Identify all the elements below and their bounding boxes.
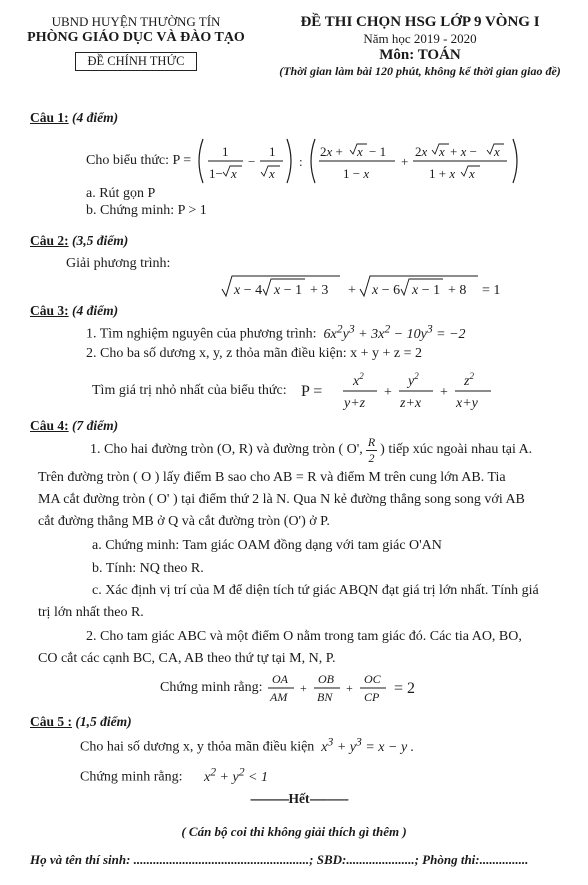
q3-expression-p [301, 367, 501, 415]
svg-text:1: 1 [269, 144, 276, 159]
q4-line-1: 1. Cho hai đường tròn (O, R) và đường tròn ( O', $\frac{R}{2}$ ) tiếp xúc ngoài nhau tại A. [90, 434, 533, 465]
svg-text:y+z: y+z [343, 396, 365, 411]
svg-text:AM: AM [270, 690, 288, 704]
district-name: UBND HUYỆN THƯỜNG TÍN [51, 14, 221, 29]
q5-heading: Câu 5 : (1,5 điểm) [30, 714, 132, 729]
q4-part-c-1: c. Xác định vị trí của M để diện tích tứ giác ABQN đạt giá trị lớn nhất. Tính giá [92, 583, 539, 598]
svg-text::: : [299, 154, 303, 169]
svg-text:OB: OB [318, 672, 335, 686]
q5-line-2: Chứng minh rằng: $x^2 + y^2 < 1$ [80, 765, 268, 785]
q1-expression [86, 136, 535, 186]
q4-radius-fraction: $\frac{R}{2}$ [367, 434, 376, 465]
q4-ratio-sum [266, 668, 426, 708]
svg-text:− 1: − 1 [369, 144, 387, 159]
proctor-note: ( Cán bộ coi thi không giải thích gì thêm ) [181, 824, 407, 839]
q5-inequality: $x^2 + y^2 < 1$ [203, 765, 268, 785]
official-stamp: ĐỀ CHÍNH THỨC [75, 52, 198, 71]
q4-part-a: a. Chứng minh: Tam giác OAM đồng dạng với tam giác O'AN [92, 538, 442, 553]
svg-text:y2: $y^2$ [407, 371, 419, 389]
q4-prove: Chứng minh rằng: OA AM + OB BN + OC CP = 2 [160, 668, 426, 708]
exam-title: ĐỀ THI CHỌN HSG LỚP 9 VÒNG I [300, 14, 540, 30]
q4-part-2-1: 2. Cho tam giác ABC và một điểm O nằm trong tam giác đó. Các tia AO, BO, [86, 629, 522, 644]
svg-text:2x: 2x [415, 144, 428, 159]
q4-line-2: Trên đường tròn ( O ) lấy điểm B sao cho AB = R và điểm M trên cung lớn AB. Tia [38, 470, 506, 485]
svg-text:x+y: x+y [455, 396, 478, 411]
svg-text:−: − [248, 154, 256, 169]
svg-text:x: x [439, 144, 445, 159]
end-marker: -----------Hết----------- [250, 791, 348, 806]
school-year: Năm học 2019 - 2020 [363, 31, 477, 46]
svg-text:x − 4: x − 4 [234, 283, 263, 298]
svg-text:x: x [231, 166, 237, 181]
svg-text:x: x [469, 166, 475, 181]
svg-text:BN: BN [317, 690, 333, 704]
svg-text:+ x −: + x − [450, 144, 478, 159]
q3-part-3: Tìm giá trị nhỏ nhất của biểu thức: P = $x^2$ y+z + $y^2$ z+x + $z^2$ x+y [92, 367, 501, 415]
svg-text:z2: $z^2$ [463, 371, 474, 389]
header-left [26, 14, 246, 71]
svg-text:= 2: = 2 [394, 680, 416, 697]
q4-part-b: b. Tính: NQ theo R. [92, 561, 204, 576]
q5-condition: $x^3 + y^3 = x - y$ . [317, 735, 415, 755]
subject: Môn: TOÁN [379, 47, 461, 63]
svg-text:+: + [383, 385, 392, 400]
q3-part-1: 1. Tìm nghiệm nguyên của phương trình: $6x^2y^3 + 3x^2 - 10y^3 = -2$ [86, 322, 466, 342]
svg-text:x: x [357, 144, 363, 159]
svg-text:+: + [401, 154, 409, 169]
q3-heading: Câu 3: (4 điểm) [30, 303, 119, 318]
q4-heading: Câu 4: (7 điểm) [30, 418, 119, 433]
svg-text:1: 1 [222, 144, 229, 159]
q2-heading: Câu 2: (3,5 điểm) [30, 233, 129, 248]
svg-text:OA: OA [272, 672, 289, 686]
candidate-info-line: Họ và tên thí sinh: ......................................................; SBD:.....................; Phòng thi:............... [30, 852, 529, 867]
svg-text:1−: 1− [209, 166, 224, 181]
q1-formula [195, 136, 535, 186]
svg-text:x − 1: x − 1 [412, 283, 441, 298]
svg-text:1 + x: 1 + x [429, 166, 456, 181]
q4-line-4: cắt đường thẳng MB ở Q và cắt đường tròn (O') ở P. [38, 514, 330, 529]
q1-heading: Câu 1: (4 điểm) [30, 110, 119, 125]
svg-text:x − 1: x − 1 [274, 283, 303, 298]
q2-intro: Giải phương trình: [66, 256, 171, 271]
q4-line-3: MA cắt đường tròn ( O' ) tại điểm thứ 2 là N. Qua N kẻ đường thẳng song song với AB [38, 492, 525, 507]
svg-text:2x +: 2x + [320, 144, 344, 159]
q2-equation [218, 272, 508, 302]
svg-text:z+x: z+x [399, 396, 421, 411]
svg-text:+ 8: + 8 [448, 283, 467, 298]
svg-text:1 − x: 1 − x [343, 166, 370, 181]
q3-part-2: 2. Cho ba số dương x, y, z thỏa mãn điều kiện: x + y + z = 2 [86, 346, 422, 361]
svg-text:+: + [439, 385, 448, 400]
svg-text:+: + [348, 283, 356, 298]
svg-text:+: + [346, 681, 354, 695]
svg-text:x: x [494, 144, 500, 159]
svg-text:+ 3: + 3 [310, 283, 329, 298]
svg-text:OC: OC [364, 672, 382, 686]
svg-text:CP: CP [364, 690, 380, 704]
q1-part-a: a. Rút gọn P [86, 186, 156, 201]
svg-text:= 1: = 1 [482, 283, 501, 298]
svg-text:+: + [300, 681, 308, 695]
q4-part-2-2: CO cắt các cạnh BC, CA, AB theo thứ tự tại M, N, P. [38, 651, 336, 666]
svg-text:x − 6: x − 6 [372, 283, 401, 298]
header-right [270, 14, 570, 79]
q1-part-b: b. Chứng minh: P > 1 [86, 203, 207, 218]
svg-text:x: x [269, 166, 275, 181]
office-name: PHÒNG GIÁO DỤC VÀ ĐÀO TẠO [27, 30, 245, 45]
q5-line-1: Cho hai số dương x, y thỏa mãn điều kiện $x^3 + y^3 = x - y$ . [80, 735, 415, 755]
q4-part-c-2: trị lớn nhất theo R. [38, 605, 144, 620]
q3-equation: $6x^2y^3 + 3x^2 - 10y^3 = -2$ [320, 322, 466, 342]
time-note: (Thời gian làm bài 120 phút, không kể thời gian giao đề) [279, 64, 561, 78]
q1-intro: Cho biểu thức: P = [86, 153, 192, 168]
svg-text:P =: P = [300, 383, 322, 400]
svg-text:x2: $x^2$ [352, 371, 364, 389]
